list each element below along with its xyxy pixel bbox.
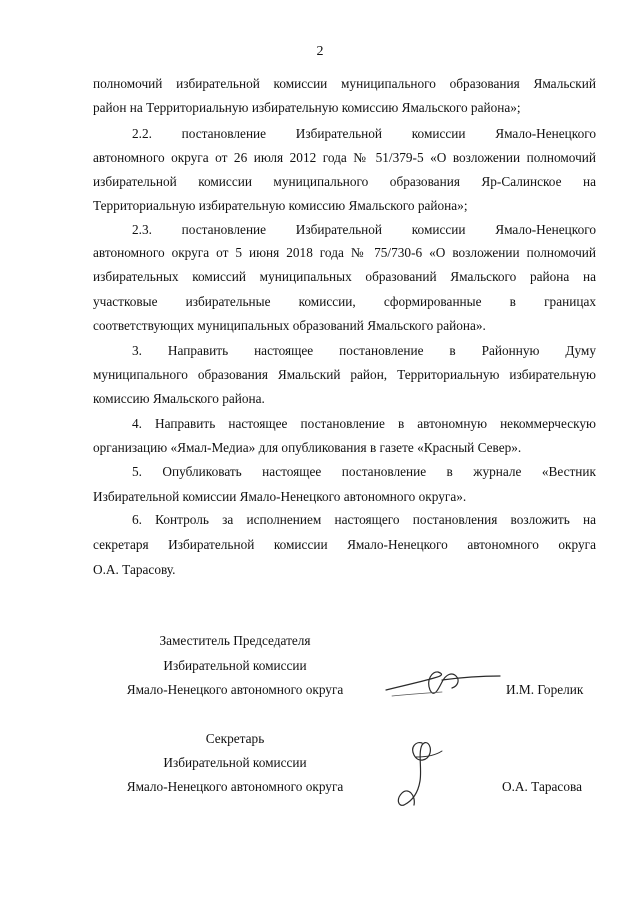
text-line: автономного округа от 26 июля 2012 года № 51/379-5 «О возложении полномочий — [93, 150, 596, 165]
signer-title-line: Ямало-Ненецкого автономного округа — [126, 682, 344, 697]
text-line: полномочий избирательной комиссии муниципального образования Ямальский — [93, 76, 596, 91]
page-number: 2 — [316, 44, 324, 59]
signer-title-line: Избирательной комиссии — [163, 755, 307, 770]
text-line: участковые избирательные комиссии, сформированные в границах — [93, 294, 596, 309]
signer-name: И.М. Горелик — [506, 682, 584, 697]
handwritten-signature — [392, 735, 452, 815]
signer-title-line: Заместитель Председателя — [159, 633, 311, 648]
text-line: 2.2. постановление Избирательной комиссии Ямало-Ненецкого — [132, 126, 596, 141]
text-line: муниципального образования Ямальский район, Территориальную избирательную — [93, 367, 596, 382]
signer-title-line: Избирательной комиссии — [163, 658, 307, 673]
text-line: соответствующих муниципальных образований Ямальского района». — [93, 318, 486, 333]
text-line: 2.3. постановление Избирательной комиссии Ямало-Ненецкого — [132, 222, 596, 237]
handwritten-signature — [382, 660, 502, 710]
text-line: автономного округа от 5 июня 2018 года № 75/730-6 «О возложении полномочий — [93, 245, 596, 260]
text-line: О.А. Тарасову. — [93, 562, 176, 577]
text-line: 4. Направить настоящее постановление в автономную некоммерческую — [132, 416, 596, 431]
signer-name: О.А. Тарасова — [502, 779, 582, 794]
signer-title-line: Секретарь — [205, 731, 265, 746]
text-line: Территориальную избирательную комиссию Ямальского района»; — [93, 198, 468, 213]
text-line: избирательных комиссий муниципальных образований Ямальского района на — [93, 269, 596, 284]
text-line: избирательной комиссии муниципального образования Яр-Салинское на — [93, 174, 596, 189]
text-line: секретаря Избирательной комиссии Ямало-Ненецкого автономного округа — [93, 537, 596, 552]
signer-title-line: Ямало-Ненецкого автономного округа — [126, 779, 344, 794]
text-line: 6. Контроль за исполнением настоящего постановления возложить на — [132, 512, 596, 527]
text-line: район на Территориальную избирательную комиссию Ямальского района»; — [93, 100, 521, 115]
text-line: Избирательной комиссии Ямало-Ненецкого автономного округа». — [93, 489, 467, 504]
text-line: комиссию Ямальского района. — [93, 391, 265, 406]
text-line: 5. Опубликовать настоящее постановление в журнале «Вестник — [132, 464, 596, 479]
text-line: 3. Направить настоящее постановление в Районную Думу — [132, 343, 596, 358]
text-line: организацию «Ямал-Медиа» для опубликования в газете «Красный Север». — [93, 440, 522, 455]
